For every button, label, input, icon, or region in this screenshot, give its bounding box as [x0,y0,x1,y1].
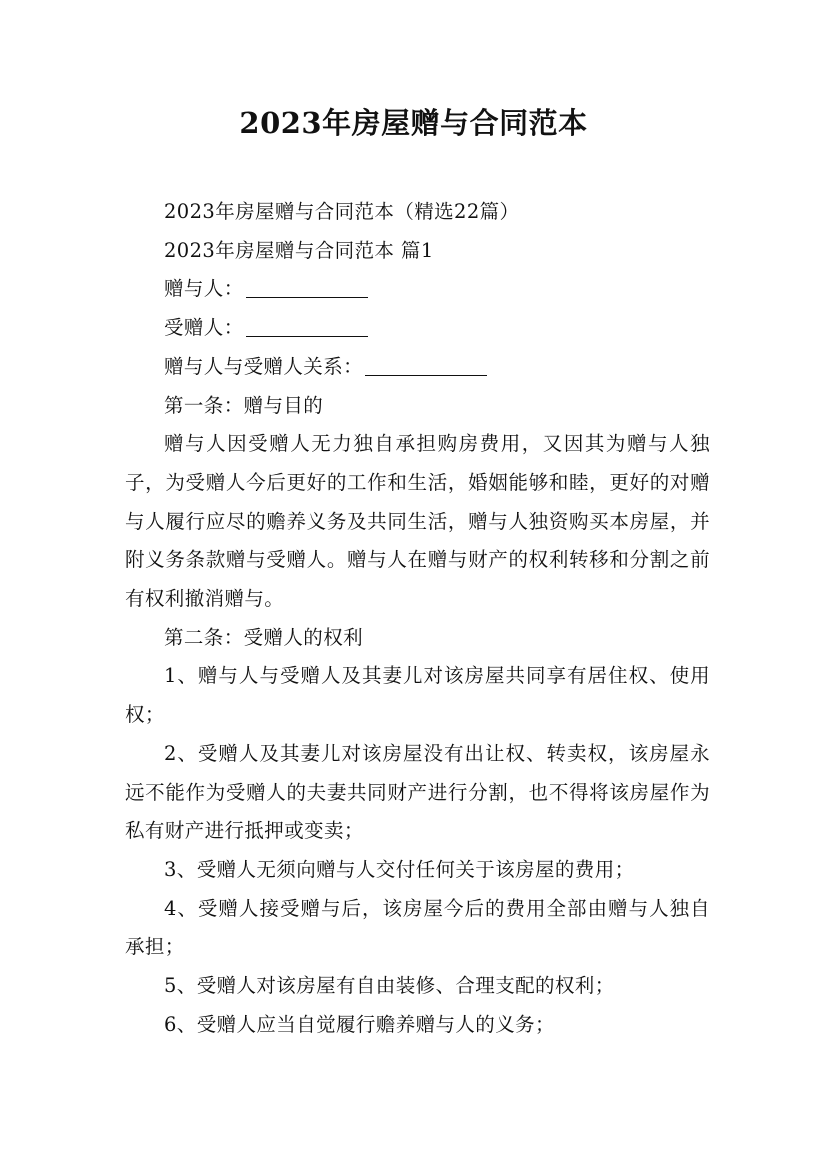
document-subtitle: 2023年房屋赠与合同范本（精选22篇） [164,200,520,223]
section-heading: 2023年房屋赠与合同范本 篇1 [164,238,434,262]
donor-label: 赠与人： [164,277,244,301]
document-title: 2023年房屋赠与合同范本 [239,106,588,140]
donor-field [125,270,710,309]
donor-blank-line [246,278,368,299]
article1-heading: 第一条：赠与目的 [164,393,324,417]
article2-item-4: 4、受赠人接受赠与后，该房屋今后的费用全部由赠与人独自承担； [125,896,710,959]
relation-blank-line [365,355,487,376]
article2-item-5: 5、受赠人对该房屋有自由装修、合理支配的权利； [164,974,615,998]
donee-blank-line [246,317,368,338]
document-body [125,193,710,1044]
article2-item-2: 2、受赠人及其妻儿对该房屋没有出让权、转卖权，该房屋永远不能作为受赠人的夫妻共同财产进行分割，也不得将该房屋作为私有财产进行抵押或变卖； [125,741,710,843]
donee-label: 受赠人： [164,316,244,340]
relation-field [125,348,710,387]
article2-item-1: 1、赠与人与受赠人及其妻儿对该房屋共同享有居住权、使用权； [125,664,710,727]
article2-item-6: 6、受赠人应当自觉履行赡养赠与人的义务； [164,1012,555,1036]
article2-item-3: 3、受赠人无须向赠与人交付任何关于该房屋的费用； [164,857,635,881]
article1-text: 赠与人因受赠人无力独自承担购房费用，又因其为赠与人独子，为受赠人今后更好的工作和生活，婚姻能够和睦，更好的对赠与人履行应尽的赡养义务及共同生活，赠与人独资购买本房屋，并附义务条款赠与受赠人。赠与人在赠与财产的权利转移和分割之前有权利撤消赠与。 [125,432,710,611]
relation-label: 赠与人与受赠人关系： [164,354,364,378]
donee-field [125,309,710,348]
article2-heading: 第二条：受赠人的权利 [164,625,364,649]
